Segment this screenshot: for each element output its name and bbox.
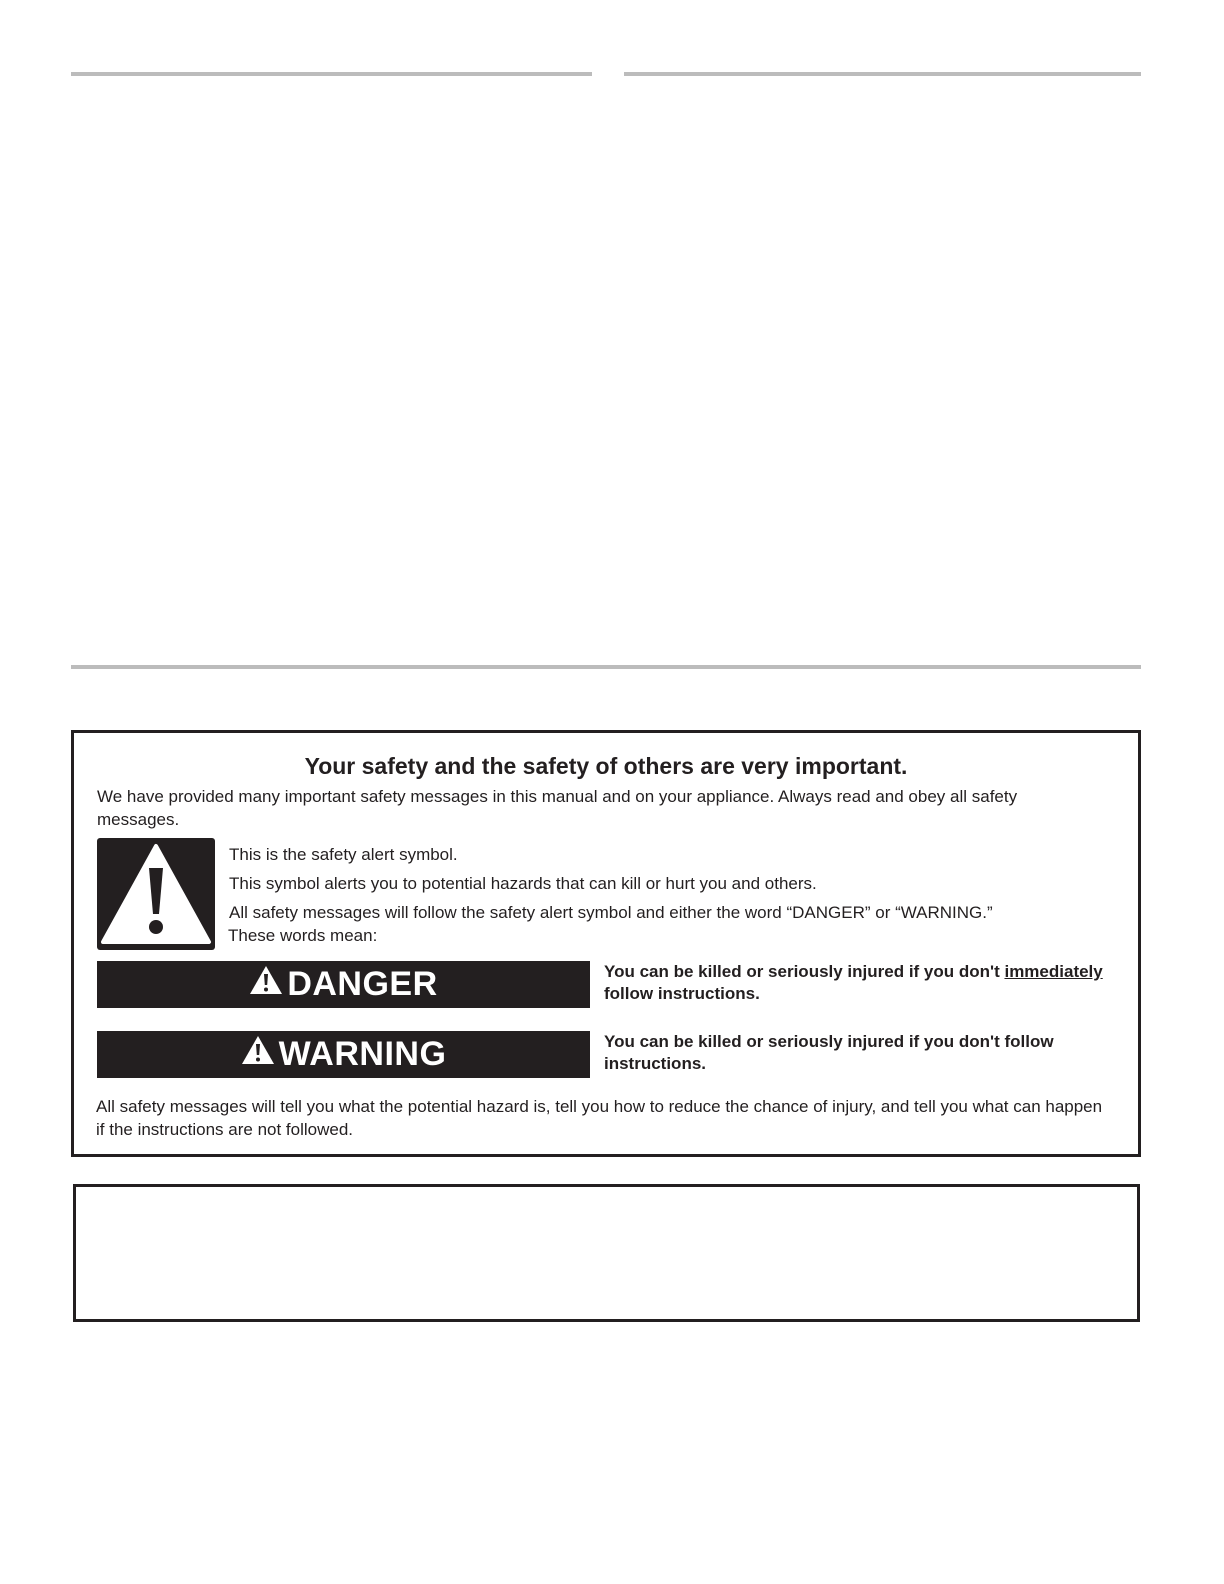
danger-desc-emphasis: immediately xyxy=(1004,962,1103,981)
danger-description xyxy=(604,961,1129,1005)
warning-label: WARNING xyxy=(278,1035,447,1073)
safety-intro: We have provided many important safety messages in this manual and on your appliance. Always read and obey all safety messages. xyxy=(97,787,1018,829)
symbol-line-4: These words mean: xyxy=(228,926,378,945)
warning-signal-bar xyxy=(97,1031,590,1078)
empty-notice-box xyxy=(73,1184,1140,1322)
section-rule-right xyxy=(624,72,1141,76)
safety-alert-triangle-icon xyxy=(97,838,215,950)
danger-alert-icon xyxy=(249,965,283,1004)
symbol-line-1: This is the safety alert symbol. xyxy=(229,845,458,864)
warning-description: You can be killed or seriously injured if you don't follow instructions. xyxy=(604,1032,1054,1073)
safety-closing: All safety messages will tell you what the potential hazard is, tell you how to reduce the chance of injury, and tell you what can happen if the instructions are not followed. xyxy=(96,1097,1103,1139)
section-rule-left xyxy=(71,72,592,76)
danger-signal-bar xyxy=(97,961,590,1008)
danger-desc-pre: You can be killed or seriously injured if you don't xyxy=(604,962,1005,981)
section-rule-full xyxy=(71,665,1141,669)
danger-desc-post: follow instructions. xyxy=(604,984,760,1003)
symbol-explanation xyxy=(229,843,1109,953)
symbol-line-3: All safety messages will follow the safety alert symbol and either the word “DANGER” or “WARNING.” xyxy=(229,903,993,922)
danger-label: DANGER xyxy=(287,965,438,1003)
safety-title: Your safety and the safety of others are very important. xyxy=(304,753,908,779)
warning-alert-icon xyxy=(241,1035,275,1074)
safety-notice-box xyxy=(71,730,1141,1157)
symbol-line-2: This symbol alerts you to potential hazards that can kill or hurt you and others. xyxy=(229,874,817,893)
